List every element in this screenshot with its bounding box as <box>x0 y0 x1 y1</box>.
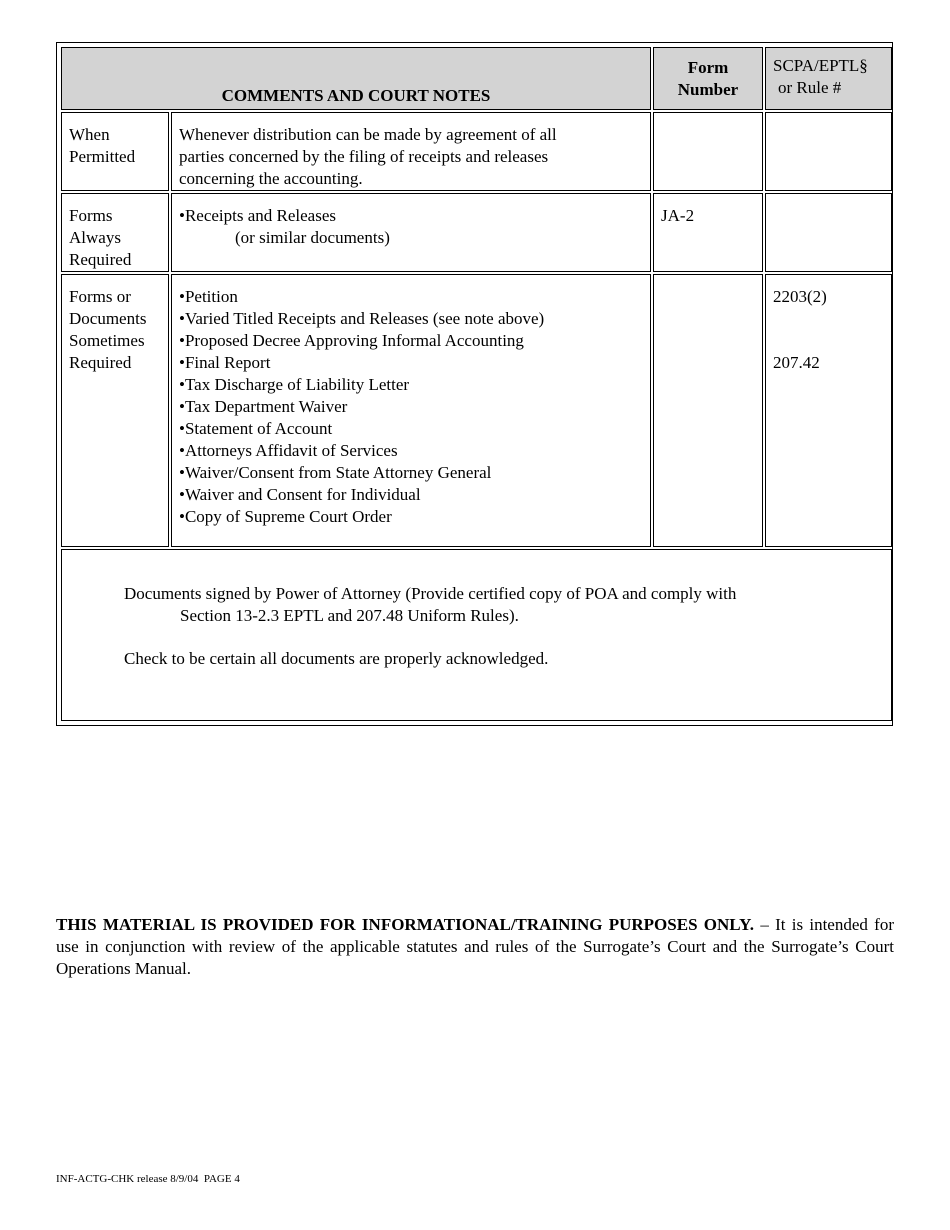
poa-note-line2: Section 13-2.3 EPTL and 207.48 Uniform Rules). <box>180 606 519 625</box>
row-label-line: Required <box>69 353 132 372</box>
acknowledge-note: Check to be certain all documents are properly acknowledged. <box>124 649 549 668</box>
row-label <box>61 274 169 547</box>
row-body <box>171 193 651 272</box>
row-body-line: •Proposed Decree Approving Informal Accounting <box>179 331 524 350</box>
header-rule-line1: SCPA/EPTL§ <box>773 56 868 75</box>
poa-note <box>124 583 829 627</box>
row-label-line: Permitted <box>69 147 136 166</box>
row-label-line: When <box>69 125 110 144</box>
row-body-line: •Tax Discharge of Liability Letter <box>179 375 410 394</box>
row-label-line: Required <box>69 250 132 269</box>
header-form-number-line1: Form <box>687 58 729 77</box>
header-form-number <box>653 47 763 110</box>
row-label-line: Forms <box>69 206 113 225</box>
row-body-line: •Copy of Supreme Court Order <box>179 507 392 526</box>
row-body <box>171 274 651 547</box>
rule-ref: 207.42 <box>773 353 820 372</box>
header-form-number-line2: Number <box>677 80 739 99</box>
row-body-line: •Attorneys Affidavit of Services <box>179 441 398 460</box>
notes-cell <box>61 549 892 721</box>
row-form-number: JA-2 <box>653 193 763 272</box>
row-body-line: •Receipts and Releases <box>179 206 337 225</box>
row-body-line: •Varied Titled Receipts and Releases (see note above) <box>179 309 545 328</box>
row-label-line: Always <box>69 228 121 247</box>
table-row-when-permitted <box>61 112 892 191</box>
disclaimer-text: – It is intended for use in conjunction with review of the applicable statutes and rules of the Surrogate’s Court and the Surrogate’s Court Operations Manual. <box>56 915 894 978</box>
page-footer: INF-ACTG-CHK release 8/9/04 PAGE 4 <box>56 1173 240 1185</box>
row-rules <box>765 193 892 272</box>
disclaimer-bold: THIS MATERIAL IS PROVIDED FOR INFORMATIONAL/TRAINING PURPOSES ONLY. <box>56 915 755 934</box>
row-body-line: •Waiver/Consent from State Attorney General <box>179 463 492 482</box>
header-rule-line2: or Rule # <box>778 78 842 97</box>
row-rules <box>765 274 892 547</box>
row-body-line: •Waiver and Consent for Individual <box>179 485 421 504</box>
table-header-row <box>61 47 892 110</box>
row-label <box>61 193 169 272</box>
disclaimer-paragraph <box>56 914 894 980</box>
poa-note-line1: Documents signed by Power of Attorney (Provide certified copy of POA and comply with <box>124 584 737 603</box>
rule-ref: 2203(2) <box>773 287 827 306</box>
row-body-line: •Statement of Account <box>179 419 333 438</box>
table-row-notes <box>61 549 892 721</box>
row-body-line: parties concerned by the filing of receipts and releases <box>179 147 549 166</box>
row-label-line: Sometimes <box>69 331 145 350</box>
row-body-line: •Tax Department Waiver <box>179 397 348 416</box>
table-row-forms-sometimes-required <box>61 274 892 547</box>
row-label-line: Forms or <box>69 287 131 306</box>
header-rule <box>765 47 892 110</box>
court-notes-table <box>56 42 893 726</box>
row-label <box>61 112 169 191</box>
table-row-forms-always-required <box>61 193 892 272</box>
row-body-line: (or similar documents) <box>235 228 390 247</box>
row-rules <box>765 112 892 191</box>
row-body-line: •Petition <box>179 287 238 306</box>
header-title: COMMENTS AND COURT NOTES <box>61 47 651 110</box>
row-body <box>171 112 651 191</box>
row-form-number <box>653 274 763 547</box>
row-body-line: Whenever distribution can be made by agreement of all <box>179 125 557 144</box>
row-body-line: •Final Report <box>179 353 271 372</box>
row-form-number <box>653 112 763 191</box>
row-body-line: concerning the accounting. <box>179 169 363 188</box>
row-label-line: Documents <box>69 309 147 328</box>
